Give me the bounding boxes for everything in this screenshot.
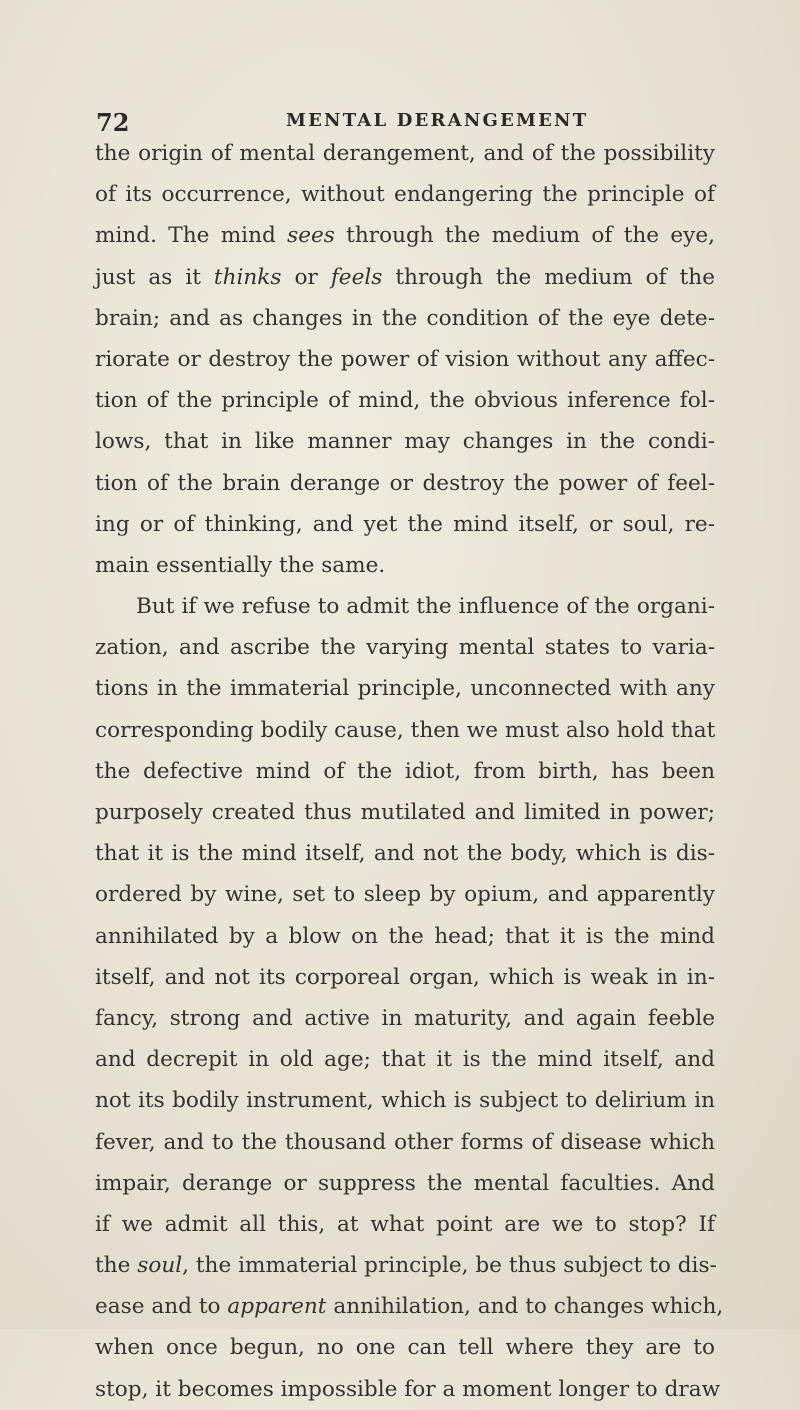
text-line: of its occurrence, without endangering the principle of (95, 182, 715, 208)
text-line: itself, and not its corporeal organ, which is weak in in- (95, 964, 715, 990)
text-line: when once begun, no one can tell where they are to (95, 1335, 715, 1361)
running-head: MENTAL DERANGEMENT (286, 110, 589, 131)
text-line: mind. The mind sees through the medium of the eye, (95, 223, 715, 249)
text-line: main essentially the same. (95, 552, 386, 578)
text-line: just as it thinks or feels through the medium of the (95, 264, 715, 290)
text-line: and decrepit in old age; that it is the mind itself, and (95, 1047, 715, 1073)
text-line: ing or of thinking, and yet the mind itself, or soul, re- (95, 511, 715, 537)
text-line: But if we refuse to admit the influence of the organi- (136, 594, 715, 620)
text-line: the defective mind of the idiot, from birth, has been (95, 758, 715, 784)
text-line: annihilated by a blow on the head; that it is the mind (95, 923, 715, 949)
text-line: the soul, the immaterial principle, be thus subject to dis- (95, 1253, 717, 1279)
text-line: riorate or destroy the power of vision without any affec- (95, 346, 715, 372)
text-line: purposely created thus mutilated and limited in power; (95, 800, 715, 825)
text-line: impair, derange or suppress the mental faculties. And (95, 1170, 715, 1196)
text-line: the origin of mental derangement, and of the possibility (95, 141, 715, 166)
page-number: 72 (96, 108, 130, 137)
text-line: ease and to apparent annihilation, and to changes which, (95, 1294, 724, 1320)
text-line: that it is the mind itself, and not the body, which is dis- (95, 841, 715, 867)
text-line: fancy, strong and active in maturity, and again feeble (95, 1005, 715, 1031)
text-line: tions in the immaterial principle, unconnected with any (95, 676, 715, 702)
text-line: tion of the brain derange or destroy the power of feel- (95, 470, 715, 496)
text-line: ordered by wine, set to sleep by opium, and apparently (95, 882, 715, 908)
text-line: fever, and to the thousand other forms of disease which (95, 1129, 715, 1155)
text-line: not its bodily instrument, which is subject to delirium in (95, 1088, 715, 1114)
text-line: brain; and as changes in the condition of the eye dete- (95, 305, 715, 331)
text-line: if we admit all this, at what point are we to stop? If (95, 1211, 715, 1237)
text-line: tion of the principle of mind, the obvious inference fol- (95, 388, 715, 414)
text-line: corresponding bodily cause, then we must also hold that (95, 717, 716, 743)
body-text (95, 133, 724, 1410)
text-line: zation, and ascribe the varying mental states to varia- (95, 635, 715, 661)
text-line: lows, that in like manner may changes in the condi- (95, 429, 715, 455)
text-line: stop, it becomes impossible for a moment longer to draw (95, 1376, 721, 1402)
